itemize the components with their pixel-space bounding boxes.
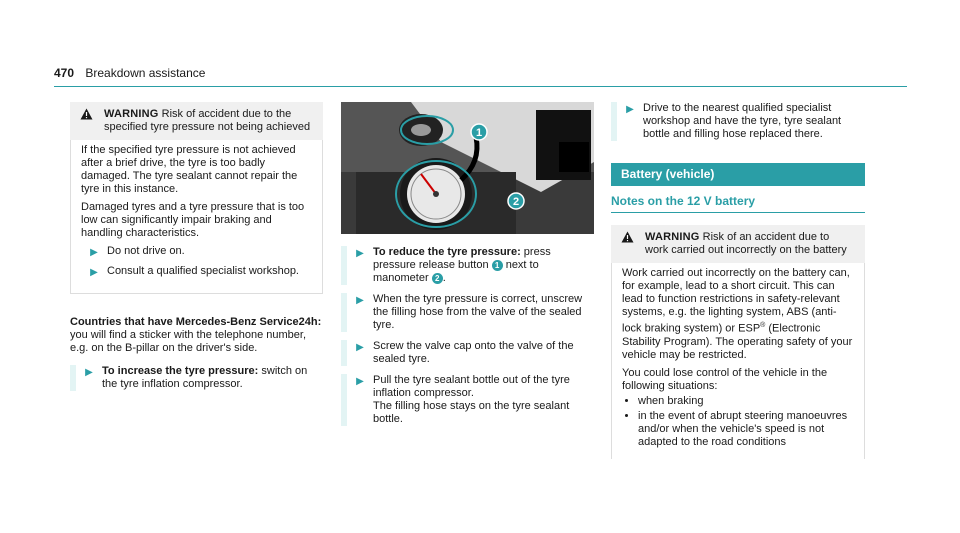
subsection-title: Notes on the 12 V battery xyxy=(611,186,865,213)
warning-paragraph: If the specified tyre pressure is not achieved after a brief drive, the tyre is too badly damaged. The tyre sealant cannot repair the tyre in this instance. xyxy=(81,144,298,195)
list-item: • in the event of abrupt steering manoeuvres and/or when the vehicle's speed is not adapted to the road conditions xyxy=(638,410,854,449)
warning-label: WARNING xyxy=(645,231,700,243)
callout-2-badge: 2 xyxy=(432,273,443,284)
column-1 xyxy=(70,102,323,391)
callout-2: 2 xyxy=(512,196,520,208)
page-number: 470 xyxy=(54,66,75,80)
instruction-step: ▶ To increase the tyre pressure: switch on the tyre inflation compressor. xyxy=(70,365,323,391)
arrow-icon: ▶ xyxy=(356,295,364,306)
warning-paragraph: You could lose control of the vehicle in the following situations: xyxy=(622,366,828,392)
situation-list xyxy=(622,395,854,449)
callout-1-badge: 1 xyxy=(492,260,503,271)
arrow-icon: ▶ xyxy=(356,342,364,353)
warning-triangle-icon xyxy=(80,108,94,134)
compressor-photo xyxy=(341,102,594,234)
instruction-step: ▶ Pull the tyre sealant bottle out of the tyre inflation compressor. The filling hose stays on the tyre sealant bottle. xyxy=(341,374,594,426)
warning-triangle-icon xyxy=(621,231,635,257)
arrow-icon: ▶ xyxy=(356,248,364,259)
arrow-icon: ▶ xyxy=(626,104,634,115)
instruction-step: ▶ Screw the valve cap onto the valve of the sealed tyre. xyxy=(341,340,594,366)
warning-heading: Risk of accident due to the specified tyre pressure not being achieved xyxy=(104,108,311,133)
section-title: Battery (vehicle) xyxy=(611,163,865,186)
warning-paragraph: Work carried out incorrectly on the battery can, for example, lead to a short circuit. This can lead to function restrictions in safety-relevant systems, e.g. the lighting system, ABS (anti-lock braking system) or ESP® (Electronic Stability Program). The operating safety of your vehicle may be restricted. xyxy=(622,267,853,361)
chapter-title: Breakdown assistance xyxy=(85,66,206,80)
column-2 xyxy=(341,102,594,426)
warning-label: WARNING xyxy=(104,108,159,120)
arrow-icon: ▶ xyxy=(90,267,98,278)
warning-step: ▶ Do not drive on. xyxy=(81,245,312,259)
countries-paragraph: Countries that have Mercedes-Benz Service24h: you will find a sticker with the telephone number, e.g. on the B-pillar on the driver's side. xyxy=(70,316,322,354)
callout-1: 1 xyxy=(475,127,483,139)
arrow-icon: ▶ xyxy=(356,376,364,387)
page-header xyxy=(54,66,205,80)
warning-box xyxy=(611,225,865,459)
arrow-icon: ▶ xyxy=(90,247,98,258)
warning-heading: Risk of an accident due to work carried out incorrectly on the battery xyxy=(645,231,847,256)
warning-paragraph: Damaged tyres and a tyre pressure that is too low can significantly impair braking and handling characteristics. xyxy=(81,201,305,239)
list-item: • when braking xyxy=(638,395,854,408)
instruction-step: ▶ Drive to the nearest qualified specialist workshop and have the tyre, tyre sealant bottle and filling hose replaced there. xyxy=(611,102,865,141)
instruction-step: ▶ To reduce the tyre pressure: press pressure release button 1 next to manometer 2 . xyxy=(341,246,594,285)
instruction-step: ▶ When the tyre pressure is correct, unscrew the filling hose from the valve of the sealed tyre. xyxy=(341,293,594,332)
arrow-icon: ▶ xyxy=(85,367,93,378)
warning-box xyxy=(70,102,323,294)
column-3 xyxy=(611,102,865,459)
warning-step: ▶ Consult a qualified specialist workshop. xyxy=(81,265,312,279)
header-rule xyxy=(54,86,907,87)
